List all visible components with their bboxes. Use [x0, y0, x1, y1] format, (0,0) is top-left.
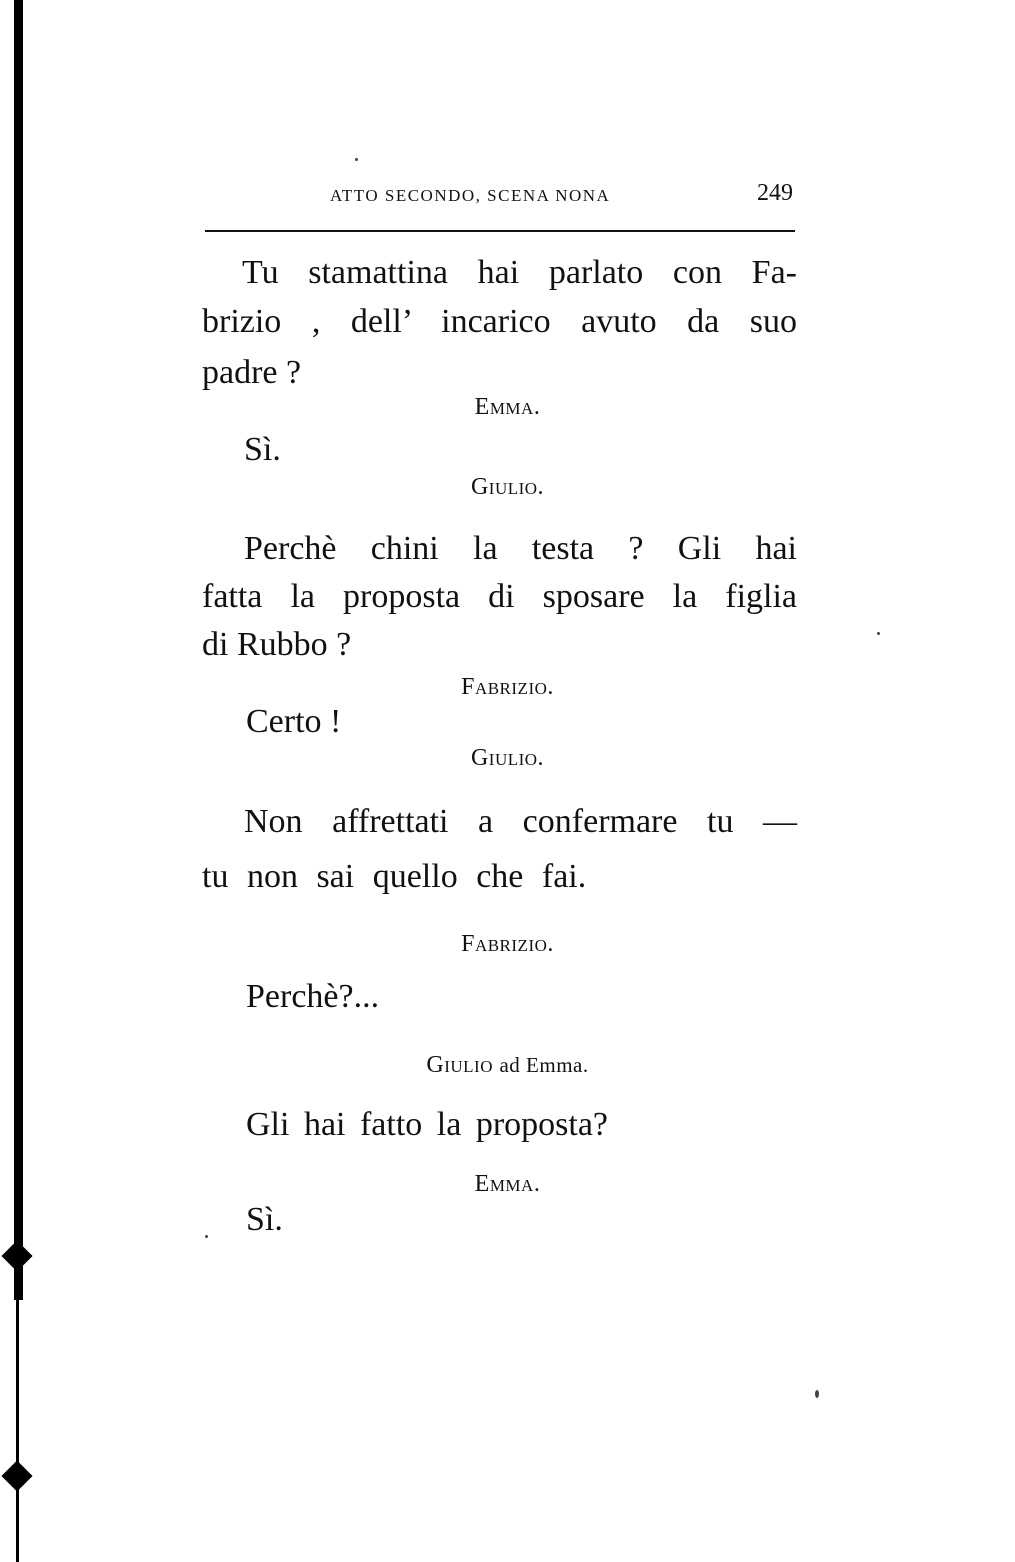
dialogue-line: Perchè chini la testa ? Gli hai	[244, 530, 797, 567]
speaker-name: Emma.	[474, 1171, 541, 1197]
paper-speck	[877, 632, 880, 635]
page-binding-edge	[14, 0, 23, 1300]
dialogue-line: Certo !	[246, 703, 342, 740]
speaker-name: Fabrizio.	[461, 931, 554, 957]
dialogue-line: Non affrettati a confermare tu —	[244, 803, 797, 840]
dialogue-line: di Rubbo ?	[202, 626, 352, 663]
speaker-name: Fabrizio.	[461, 674, 554, 700]
dialogue-line: Gli hai fatto la proposta?	[246, 1106, 609, 1143]
binding-ornament	[1, 1460, 32, 1491]
dialogue-line: Sì.	[246, 1201, 283, 1238]
dialogue-line: padre ?	[202, 354, 302, 391]
page-binding-edge-lower	[16, 1290, 19, 1562]
speaker-name	[0, 1053, 1015, 1077]
speaker-name: Giulio.	[470, 474, 545, 500]
dialogue-line: fatta la proposta di sposare la figlia	[202, 578, 797, 615]
paper-speck	[205, 1235, 208, 1238]
dialogue-line: tu non sai quello che fai.	[202, 858, 587, 895]
speaker-name: Emma.	[474, 394, 541, 420]
dialogue-line: Sì.	[244, 431, 281, 468]
paper-speck	[355, 158, 358, 161]
dialogue-line: Tu stamattina hai parlato con Fa-	[242, 254, 797, 291]
header-rule	[205, 230, 795, 232]
dialogue-line: brizio , dell’ incarico avuto da suo	[202, 303, 797, 340]
binding-ornament	[1, 1240, 32, 1271]
page-number: 249	[757, 180, 793, 206]
speaker-name: Giulio.	[470, 745, 545, 771]
stage-direction: ad Emma.	[499, 1053, 589, 1077]
running-header	[205, 178, 795, 218]
dialogue-line: Perchè?...	[246, 978, 380, 1015]
paper-speck	[815, 1390, 819, 1398]
speaker-name-text: Giulio	[426, 1052, 493, 1078]
running-title: ATTO SECONDO, SCENA NONA	[330, 186, 611, 205]
